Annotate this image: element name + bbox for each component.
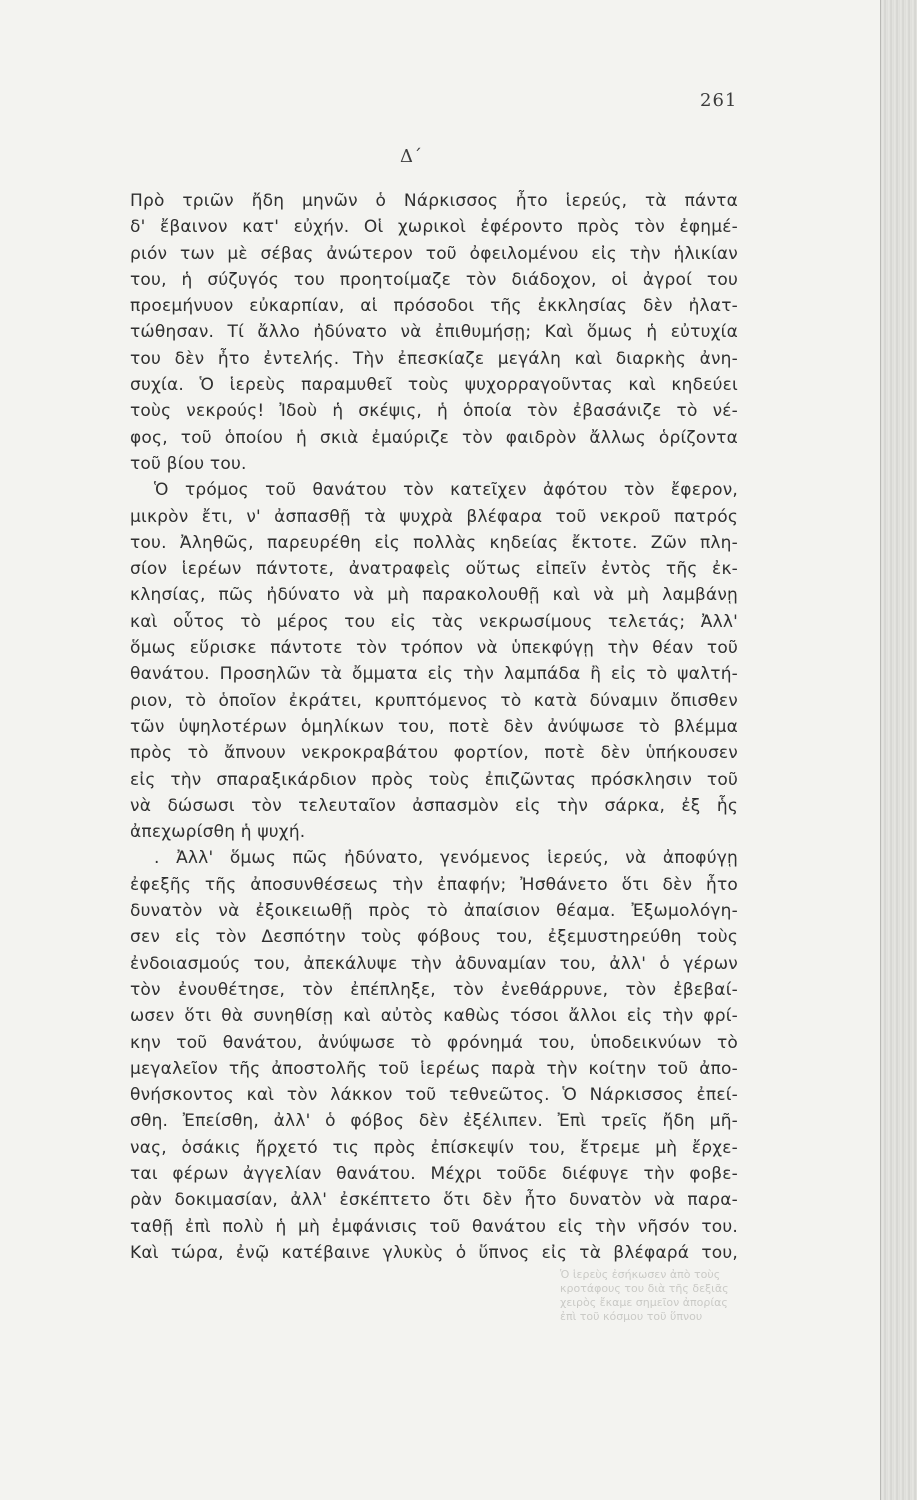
text-line: καὶ οὗτος τὸ μέρος του εἰς τὰς νεκρωσίμους τελετάς; Ἀλλ' bbox=[130, 611, 738, 632]
text-line: πρὸς τὸ ἄπνουν νεκροκραβάτου φορτίον, ποτὲ δὲν ὑπήκουσεν bbox=[130, 743, 738, 764]
text-line: του. Ἀληθῶς, παρευρέθη εἰς πολλὰς κηδείας ἔκτοτε. Ζῶν πλη- bbox=[130, 532, 738, 553]
text-line: ἀπεχωρίσθη ἡ ψυχή. bbox=[130, 822, 306, 843]
page-number: 261 bbox=[700, 90, 738, 111]
text-line: ρὰν δοκιμασίαν, ἀλλ' ἐσκέπτετο ὅτι δὲν ἦτο δυνατὸν νὰ παρα- bbox=[130, 1190, 738, 1211]
text-line: του, ἡ σύζυγός του προητοίμαζε τὸν διάδοχον, οἱ ἀγροί του bbox=[130, 269, 738, 290]
text-line: σεν εἰς τὸν Δεσπότην τοὺς φόβους του, ἐξεμυστηρεύθη τοὺς bbox=[130, 927, 738, 948]
text-line: του δὲν ἦτο ἐντελής. Τὴν ἐπεσκίαζε μεγάλη καὶ διαρκὴς ἀνη- bbox=[130, 348, 738, 369]
text-line: συχία. Ὁ ἱερεὺς παραμυθεῖ τοὺς ψυχορραγοῦντας καὶ κηδεύει bbox=[130, 375, 738, 396]
text-line: ἐνδοιασμούς του, ἀπεκάλυψε τὴν ἀδυναμίαν του, ἀλλ' ὁ γέρων bbox=[130, 953, 738, 974]
text-line: τώθησαν. Τί ἄλλο ἠδύνατο νὰ ἐπιθυμήσῃ; Καὶ ὅμως ἡ εὐτυχία bbox=[130, 322, 738, 343]
paragraph-1 bbox=[130, 188, 738, 477]
text-line: θανάτου. Προσηλῶν τὰ ὄμματα εἰς τὴν λαμπάδα ἢ εἰς τὸ ψαλτή- bbox=[130, 664, 738, 685]
text-line: ωσεν ὅτι θὰ συνηθίσῃ καὶ αὐτὸς καθὼς τόσοι ἄλλοι εἰς τὴν φρί- bbox=[130, 1006, 738, 1027]
text-line: κην τοῦ θανάτου, ἀνύψωσε τὸ φρόνημά του, ὑποδεικνύων τὸ bbox=[130, 1032, 738, 1053]
text-line: τοῦ βίου του. bbox=[130, 453, 247, 474]
text-line: δ' ἔβαινον κατ' εὐχήν. Οἱ χωρικοὶ ἐφέροντο πρὸς τὸν ἐφημέ- bbox=[130, 217, 738, 238]
bleed-through-text: Ὁ ἱερεὺς ἐσήκωσεν ἀπὸ τοὺς κροτάφους του διὰ τῆς δεξιᾶς χειρὸς ἔκαμε σημεῖον ἀπορίας ἐπὶ τοῦ κόσμου τοῦ ὕπνου bbox=[560, 1268, 729, 1323]
text-line: νας, ὁσάκις ἤρχετό τις πρὸς ἐπίσκεψίν του, ἔτρεμε μὴ ἔρχε- bbox=[130, 1137, 738, 1158]
text-line: τὸν ἐνουθέτησε, τὸν ἐπέπληξε, τὸν ἐνεθάρρυνε, τὸν ἐβεβαί- bbox=[130, 979, 738, 1000]
text-line: ταθῇ ἐπὶ πολὺ ἡ μὴ ἐμφάνισις τοῦ θανάτου εἰς τὴν νῆσόν του. bbox=[130, 1216, 738, 1237]
text-line: . Ἀλλ' ὅμως πῶς ἠδύνατο, γενόμενος ἱερεύς, νὰ ἀποφύγῃ bbox=[154, 848, 738, 869]
chapter-heading: Δ´ bbox=[400, 146, 422, 167]
text-line: ἐφεξῆς τῆς ἀποσυνθέσεως τὴν ἐπαφήν; Ἠσθάνετο ὅτι δὲν ἦτο bbox=[130, 874, 738, 895]
text-line: θνήσκοντος καὶ τὸν λάκκον τοῦ τεθνεῶτος. Ὁ Νάρκισσος ἐπεί- bbox=[130, 1085, 738, 1106]
text-line: νὰ δώσωσι τὸν τελευταῖον ἀσπασμὸν εἰς τὴν σάρκα, ἐξ ἧς bbox=[130, 795, 738, 816]
paragraph-2 bbox=[130, 477, 738, 845]
text-line: τοὺς νεκρούς! Ἰδοὺ ἡ σκέψις, ἡ ὁποία τὸν ἐβασάνιζε τὸ νέ- bbox=[130, 401, 738, 422]
text-line: δυνατὸν νὰ ἐξοικειωθῇ πρὸς τὸ ἀπαίσιον θέαμα. Ἐξωμολόγη- bbox=[130, 901, 738, 922]
text-line: Πρὸ τριῶν ἤδη μηνῶν ὁ Νάρκισσος ἦτο ἱερεύς, τὰ πάντα bbox=[130, 191, 738, 211]
body-text bbox=[130, 188, 738, 1266]
text-line: κλησίας, πῶς ἠδύνατο νὰ μὴ παρακολουθῇ καὶ νὰ μὴ λαμβάνῃ bbox=[130, 585, 738, 606]
page-stack-edge bbox=[881, 0, 917, 1500]
text-line: ριον, τὸ ὁποῖον ἐκράτει, κρυπτόμενος τὸ κατὰ δύναμιν ὄπισθεν bbox=[130, 690, 738, 711]
text-line: σίον ἱερέων πάντοτε, ἀνατραφεὶς οὕτως εἰπεῖν ἐντὸς τῆς ἐκ- bbox=[130, 559, 738, 580]
text-line: τῶν ὑψηλοτέρων ὁμηλίκων του, ποτὲ δὲν ἀνύψωσε τὸ βλέμμα bbox=[130, 716, 738, 737]
text-line: ὅμως εὕρισκε πάντοτε τὸν τρόπον νὰ ὑπεκφύγῃ τὴν θέαν τοῦ bbox=[130, 638, 738, 659]
text-line: Ὁ τρόμος τοῦ θανάτου τὸν κατεῖχεν ἀφότου τὸν ἔφερον, bbox=[154, 480, 738, 501]
text-line: ται φέρων ἀγγελίαν θανάτου. Μέχρι τοῦδε διέφυγε τὴν φοβε- bbox=[130, 1163, 738, 1184]
paragraph-3 bbox=[130, 845, 738, 1266]
text-line: προεμήνυον εὐκαρπίαν, αἱ πρόσοδοι τῆς ἐκκλησίας δὲν ἠλατ- bbox=[130, 296, 738, 317]
text-line: Καὶ τώρα, ἐνῷ κατέβαινε γλυκὺς ὁ ὕπνος εἰς τὰ βλέφαρά του, bbox=[130, 1242, 738, 1263]
text-line: εἰς τὴν σπαραξικάρδιον πρὸς τοὺς ἐπιζῶντας πρόσκλησιν τοῦ bbox=[130, 769, 738, 790]
text-line: ριόν των μὲ σέβας ἀνώτερον τοῦ ὀφειλομένου εἰς τὴν ἡλικίαν bbox=[130, 243, 738, 264]
text-line: μικρὸν ἔτι, ν' ἀσπασθῇ τὰ ψυχρὰ βλέφαρα τοῦ νεκροῦ πατρός bbox=[130, 506, 738, 527]
text-line: μεγαλεῖον τῆς ἀποστολῆς τοῦ ἱερέως παρὰ τὴν κοίτην τοῦ ἀπο- bbox=[130, 1058, 738, 1079]
text-line: φος, τοῦ ὁποίου ἡ σκιὰ ἐμαύριζε τὸν φαιδρὸν ἄλλως ὁρίζοντα bbox=[130, 427, 738, 448]
text-line: σθη. Ἐπείσθη, ἀλλ' ὁ φόβος δὲν ἐξέλιπεν. Ἐπὶ τρεῖς ἤδη μῆ- bbox=[130, 1111, 738, 1132]
